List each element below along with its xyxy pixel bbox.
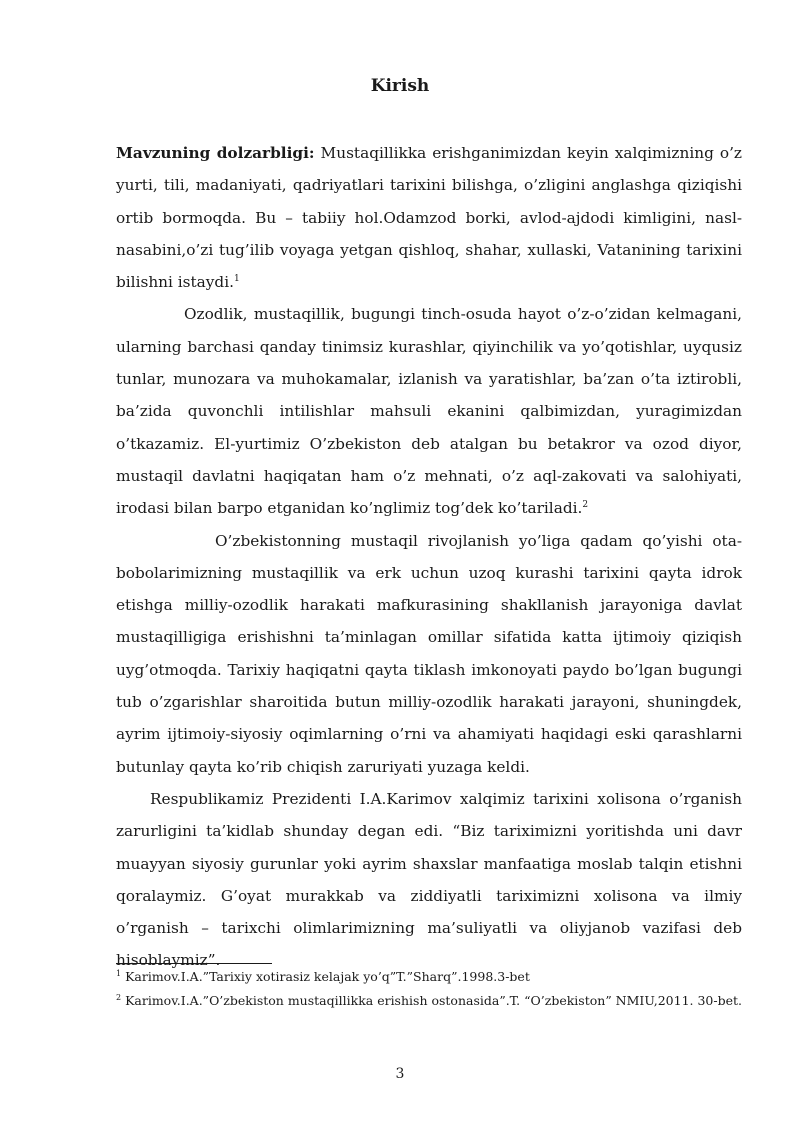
paragraph-3: O’zbekistonning mustaqil rivojlanish yo’liga qadam qo’yishi ota-bobolarimizning mustaqillik va erk uchun uzoq kurashi tarixini qayta idrok etishga milliy-ozodlik harakati mafkurasining shakllanish jarayoniga davlat mustaqilligiga erishishni ta’minlagan omillar sifatida katta ijtimoiy qiziqish uyg’otmoqda. Tarixiy haqiqatni qayta tiklash imkonoyati paydo bo’lgan bugungi tub o’zgarishlar sharoitida butun milliy-ozodlik harakati jarayoni, shuningdek, ayrim ijtimoiy-siyosiy oqimlarning o’rni va ahamiyati haqidagi eski qarashlarni butunlay qayta ko’rib chiqish zaruriyati yuzaga keldi.: [116, 531, 742, 776]
paragraph-1-lead: Mavzuning dolzarbligi:: [116, 144, 315, 162]
footnote-1: [116, 965, 742, 989]
paragraph-1: [116, 137, 742, 298]
footnote-ref-1[interactable]: 1: [233, 274, 240, 285]
page-number: 3: [395, 1066, 405, 1082]
page-title: Kirish: [370, 76, 430, 96]
footnote-1-text: Karimov.I.A.”Tarixiy xotirasiz kelajak yo’q”T.”Sharq”.1998.3-bet: [121, 969, 530, 984]
footnote-2: [116, 989, 742, 1013]
footnote-2-mark: 2: [116, 992, 122, 1002]
paragraph-4: Respublikamiz Prezidenti I.A.Karimov xalqimiz tarixini xolisona o’rganish zarurligini ta’kidlab shunday degan edi. “Biz tariximizni yoritishda uni davr muayyan siyosiy gurunlar yoki ayrim shaxslar manfaatiga moslab talqin etishni qoralaymiz. G’oyat murakkab va ziddiyatli tariximizni xolisona va ilmiy o’rganish – tarixchi olimlarimizning ma’suliyatli va oliyjanob vazifasi deb hisoblaymiz”.: [116, 789, 742, 970]
footnotes: [116, 965, 742, 1013]
footnote-2-text: Karimov.I.A.”O’zbekiston mustaqillikka erishish ostonasida”.T. “O’zbekiston” NMIU,2011. 30-bet.: [121, 993, 742, 1008]
paragraph-2-text: Ozodlik, mustaqillik, bugungi tinch-osuda hayot o’z-o’zidan kelmagani, ularning barchasi qanday tinimsiz kurashlar, qiyinchilik va yo’qotishlar, uyqusiz tunlar, munozara va muhokamalar, izlanish va yaratishlar, ba’zan o’ta iztirobli, ba’zida quvonchli intilishlar mahsuli ekanini qalbimizdan, yuragimizdan o’tkazamiz. El-yurtimiz O’zbekiston deb atalgan bu betakror va ozod diyor, mustaqil davlatni haqiqatan ham o’z mehnati, o’z aql-zakovati va salohiyati, irodasi bilan barpo etganidan ko’nglimiz tog’dek ko’tariladi.: [116, 305, 742, 518]
paragraph-2: [116, 298, 742, 524]
body-text: [116, 137, 742, 977]
footnote-ref-2[interactable]: 2: [582, 500, 589, 511]
footnote-separator: [116, 963, 272, 964]
footnote-1-mark: 1: [116, 968, 122, 978]
paragraph-1-text: Mustaqillikka erishganimizdan keyin xalqimizning o’z yurti, tili, madaniyati, qadriyatlari tarixini bilishga, o’zligini anglashga qiziqishi ortib bormoqda. Bu – tabiiy hol.Odamzod borki, avlod-ajdodi kimligini, nasl-nasabini,o’zi tug’ilib voyaga yetgan qishloq, shahar, xullaski, Vatanining tarixini bilishni istaydi.: [116, 144, 742, 292]
